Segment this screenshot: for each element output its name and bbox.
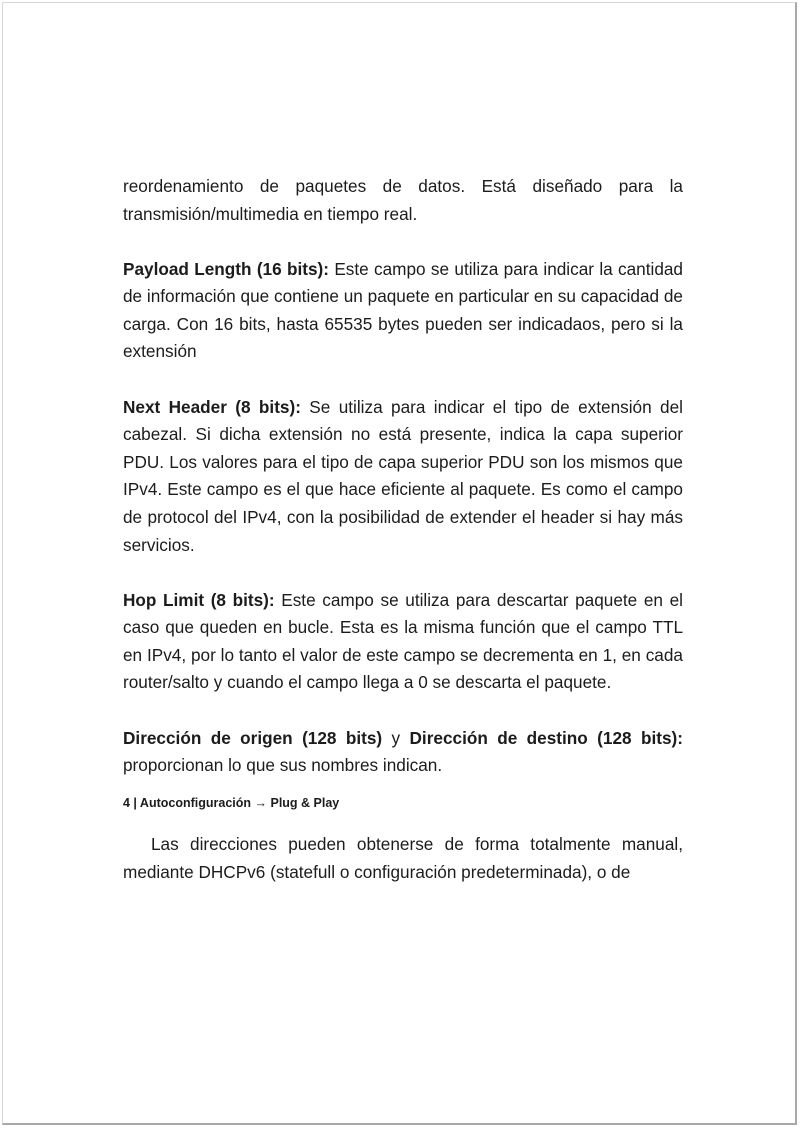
paragraph-text: Este campo se utiliza para indicar la cantidad de información que contiene un paquete en particular en su capacidad de carga. Con 16 bits, hasta 65535 bytes pueden ser indicadaos, pero si la extensión bbox=[123, 258, 683, 362]
paragraph-text: Se utiliza para indicar el tipo de extensión del cabezal. Si dicha extensión no está presente, indica la capa superior PDU. Los valores para el tipo de capa superior PDU son los mismos que IPv4. Este campo es el que hace eficiente al paquete. Es como el campo de protocol del IPv4, con la posibilidad de extender el header si hay más servicios. bbox=[123, 396, 683, 555]
field-label-next-header: Next Header (8 bits): bbox=[123, 396, 301, 417]
paragraph-payload-length bbox=[123, 256, 683, 366]
field-label-source-address: Dirección de origen (128 bits) bbox=[123, 727, 383, 748]
paragraph-text: proporcionan lo que sus nombres indican. bbox=[123, 755, 443, 776]
connector-text: y bbox=[382, 727, 410, 748]
field-label-hop-limit: Hop Limit (8 bits): bbox=[123, 589, 275, 610]
field-label-payload-length: Payload Length (16 bits): bbox=[123, 258, 329, 279]
paragraph-text: Las direcciones pueden obtenerse de forma totalmente manual, mediante DHCPv6 (statefull o configuración predeterminada), o de bbox=[123, 834, 683, 882]
page-content bbox=[123, 173, 683, 914]
paragraph-hop-limit bbox=[123, 587, 683, 697]
section-heading: 4 | Autoconfiguración → Plug & Play bbox=[123, 796, 340, 811]
document-page bbox=[2, 2, 797, 1125]
paragraph-text: reordenamiento de paquetes de datos. Está diseñado para la transmisión/multimedia en tiempo real. bbox=[123, 176, 683, 224]
paragraph-addresses bbox=[123, 725, 683, 780]
paragraph-next-header bbox=[123, 394, 683, 560]
paragraph-text: Este campo se utiliza para descartar paquete en el caso que queden en bucle. Esta es la misma función que el campo TTL en IPv4, por lo tanto el valor de este campo se decrementa en 1, en cada router/salto y cuando el campo llega a 0 se descarta el paquete. bbox=[123, 589, 683, 693]
field-label-destination-address: Dirección de destino (128 bits): bbox=[409, 727, 683, 748]
paragraph-autoconfiguration bbox=[123, 831, 683, 886]
paragraph-intro-continuation bbox=[123, 173, 683, 228]
